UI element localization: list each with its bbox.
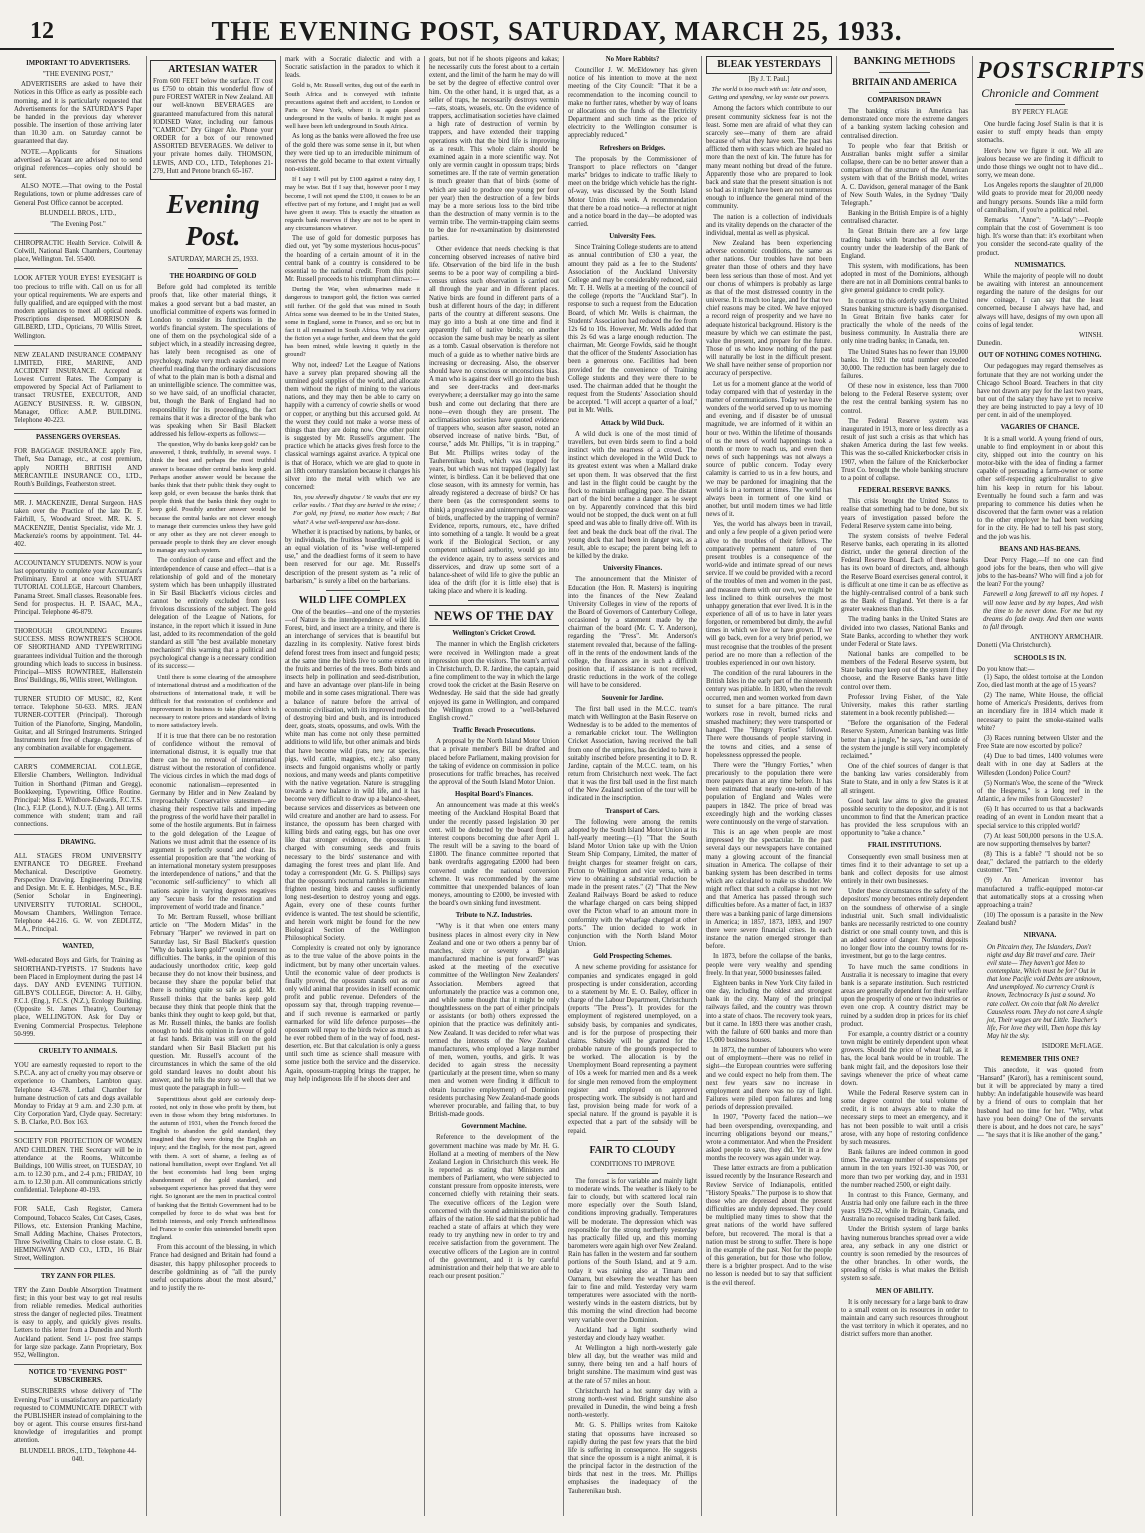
ad-signature: BLUNDELL BROS., LTD., (39, 209, 117, 217)
ad-heading: PASSENGERS OVERSEAS. (35, 434, 121, 442)
ad-heading: IMPORTANT TO ADVERTISERS. (26, 60, 130, 67)
article-paragraph: Complexity is created not only by ignorance as to the true value of the above points in the indictment, but by many other uncertain values. Until the economic value of deer products is finally proved, the opossum stands out as our only wild animal that provides in itself economic profit and public revenue. Defenders of the opossum say that, through trapping revenue—and if such revenue is earmarked or partly earmarked for wild life defence purposes—the opossum will repay to the birds twice as much as he ever robbed them of in the way of food, nest-desertion, etc. But that calculation is only a guess until such time as science shall measure with some justice both the service and the disservice. Again, opossum-trapping brings the trapper, he may help indigenous life if he shoots deer and (285, 945, 420, 1083)
postscript-item: This anecdote, it was quoted from "Hansard" (Karori), has a reminiscent sound, but it will be appreciated by many a tired hubby: An indefatigable housewife was heard by a friend of ours to complain that her husband had no time for her. "Why, what have you been doing? One of the servants there is about, and he does not care, he says" — "he says that it is like another of the gang." (977, 1066, 1103, 1139)
section-headline: NEWS OF THE DAY (429, 605, 559, 626)
article-paragraph: This system, with modifications, has been adopted in most of the Dominions, although there are not in all Dominions central banks to give general guidance to credit policy. (841, 262, 968, 295)
news-subhead: Gold Prospecting Schemes. (593, 953, 672, 961)
news-subhead: No More Rabbits? (605, 56, 660, 63)
postscript-item: (1) Sapo, the oldest tortoise at the London Zoo, died last month at the age of 15 years? (977, 673, 1103, 689)
newspaper-title: THE EVENING POST, SATURDAY, MARCH 25, 1933. (211, 16, 903, 46)
divider (188, 268, 238, 269)
ad-music-studio: TURNER STUDIO OF MUSIC, 82, Kent terrace. Telephone 50-633. MRS. JEAN TURNER-COTTER (Principal). Thorough Tuition of the Pianoforte, Singing, Mandolin, Guitar, and all Stringed Instruments. Stringed Instruments lent free of charge. Orchestras of any combination available for engagement. (14, 693, 142, 758)
column-leader-continued (283, 56, 422, 1518)
postscript-item: (7) At least 500,000 persons in the U.S.A. are now supporting themselves by barter? (977, 832, 1103, 848)
news-paragraph: Since Training College students are to attend as annual contribution of £30 a year, the amount they paid as a fee to the Students' Association of the Auckland University College and may be considerably reduced, said Mr. T. H. Wells at a meeting of the council of the college (reports the "Auckland Star"). In response to such a request from the Education Board, of which Mr. Wells is chairman, the Students' Association had reduced the fee from 12s 6d to 10s. However, Mr. Wells added that this 2s 6d was a large enough reduction. The chairman, Mr. George Fowlds, said he thought that the officer of the Students' Association has been a generous one. Facilities had been provided for the convenience of Training College students and they were there to be used. The chairman added that he thought the request from the Students' Association should be accepted. "I will accept a quarter of a loaf," put in Mr. Wells. (568, 244, 697, 415)
postscript-item: Remarks "Anne": "A-lady":—People complain that the cost of Government is too high. It's worse than that: it's exorbitant when you consider the second-rate quality of the product. (977, 216, 1103, 257)
article-paragraph: These latter extracts are from a publication issued recently by the Insurance Research and Review Service of Indianapolis, entitled "History Speaks." The purpose is to show that those who are depressed about the present difficulties are unduly depressed. They could be multiplied many times to show that the great nations of the world have suffered before, but recovered. The moral is that a nation must be strong to suffer. There is hope in the example of the past. Not for the people of this generation, but for those who follow, there is a brighter prospect. And to the wise no lesson is needed but to say that sufficient is the evil thereof. (706, 1165, 832, 1287)
article-subheadline: CONDITIONS TO IMPROVE (590, 1160, 675, 1168)
news-paragraph: The proposals by the Commissioner of Transport to place reflectors on "danger marks" bridges to indicate to traffic likely to meet on the bridge which vehicle has the right-of-way, was discussed by the South Island Motor Union this week. A recommendation that there be a road notice—a reflector at night and a notice board in the day—be adopted was carried. (568, 155, 697, 228)
article-paragraph: This is an age when people are most impressed by the spectacular. In the past several days our newspapers have contained many a glowing account of the financial situation in America. The collapse of their banking system has been described in terms which are calculated to make us shudder. We might reflect that such a collapse is not new and that America has passed through such difficulties before. As a matter of fact, in 1837 there was a banking panic of large dimensions in America; in 1857, 1873, 1893, and 1907 there were severe financial crises. In each instance the nation emerged stronger than before. (706, 829, 832, 951)
ad-spca: YOU are earnestly requested to report to the S.P.C.A. any act of cruelty you may observe or experience to Chambers, Lambton quay. Telephone 43-678. Lethal Chamber for humane destruction of cats and dogs available Monday to Friday at 9 a.m. and 2.30 p.m. at City Corporation Yard, Clyde quay. Secretary: S. B. Clarke, P.O. Box 163. (14, 1059, 142, 1132)
article-quote: Superstitious about gold are curiously deep-rooted, not only in those who profit by them, but even in those whom they bring misfortunes. In the autumn of 1931, when the French forced the English to abandon the gold standard, they imagined that they were doing the English an injury; and the English, for the most part, agreed with them. A sort of shame, a feeling as of national humiliation, swept over England. Yet all the best economists had long been urging abandonment of the gold standard, and subsequent experience has proved that they were right. So ignorant are the men in practical control of banking that the British Government had to be compelled by force to do what was best for British interests, and only French unfriendliness led France to confer this unintended benefit upon England. (150, 1095, 276, 1242)
article-paragraph: Eighteen banks in New York City failed in one day, including the oldest and strongest bank in the city. Many of the principal railways failed, and the country was thrown into a state of chaos. The recovery took years, but it came. In 1893 there was another crash, with the failure of 600 banks and more than 15,000 business houses. (706, 979, 832, 1044)
postscript-item: (6) It has occurred to us that a backwards reading of an event in London meant that a special service to this crippled world? (977, 806, 1103, 830)
postscript-heading: NUMISMATICS. (1014, 261, 1066, 269)
ad-tutorial-school: ALL STAGES FROM UNIVERSITY ENTRANCE TO DEGREE. Freehand Mechanical. Descriptive Geometry. Perspective Drawing. Engineering Drawing and Design. Mr. E. E. Henbidges, M.Sc., B.E. (Senior Scholar in Engineering). UNIVERSITY TUTORIAL SCHOOL, Mowsam Chambers, Wellington Terrace. Telephone 44-216. G. W. von ZEDLITZ, M.A., Principal. (14, 850, 142, 940)
ad-heading: TRY ZANN FOR PILES. (41, 1272, 115, 1280)
ad-text: SUBSCRIBERS whose delivery of "The Evening Post" is unsatisfactory are particularly requested to COMMUNICATE DIRECT with the PUBLISHER instead of complaining to the boy or agent. This course ensures first-hand knowledge of irregularities and prompt attention. (14, 1388, 142, 1445)
ad-heading: DRAWING. (60, 838, 96, 846)
article-paragraph: Whether it is practised by nations, by banks, or by individuals, the fruitless hoarding of gold is an equal violation of its "wise well-tempered use," and the deadliest forms of it seem to have been reserved for our age. Mr. Russell's description of the present system as "a relic of barbarism," is surely a libel on the barbarians. (285, 528, 420, 585)
article-byline: [By J. T. Paul.] (748, 76, 790, 83)
news-subhead: Government Machine. (461, 1123, 527, 1131)
article-paragraph: "Before the organisation of the Federal Reserve System, American banking was little better than a jungle," he says, "and outside of the system the jungle is still very incompletely reclaimed." (841, 720, 968, 760)
column-rule (972, 56, 973, 1516)
dateline: SATURDAY, MARCH 25, 1933. (167, 255, 259, 263)
ad-heading: WANTED, (62, 943, 94, 951)
column-subtitle: Chronicle and Comment (981, 86, 1099, 100)
ad-commercial-college: CARR'S COMMERCIAL COLLEGE, Ellerslie Chambers, Wellington. Individual Tuition in Shorthand (Pitman and Gregg), Bookkeeping, Typewriting, Office Routine. Principal: Miss E. Wildbore-Edwards, F.C.T.S. (Inc.), F.I.P. (Lond.), N.U.T. (Eng.). All terms commence with student; tram and rail connections. (14, 761, 142, 834)
masthead (0, 0, 1114, 50)
postscript-item: While the majority of people will no doubt be awaiting with interest an announcement regarding the nature of the designs for our new coinage, I can say that the least concerned, because I always have had, and always will have, designs of my own upon all coins of legal tender. (977, 272, 1103, 329)
ad-signature: "The Evening Post." (14, 218, 142, 234)
divider (1015, 104, 1065, 105)
page-number: 12 (30, 18, 54, 44)
column-banking (839, 56, 970, 1518)
article-section-heading: FEDERAL RESERVE BANKS. (858, 487, 951, 495)
news-paragraph: The manner in which the English cricketers were received in Wellington made a great impression upon the visitors. The team's arrival in Christchurch, D. R. Jardine, the captain, paid a fine compliment to the way in which the large crowd took the cricket at the Basin Reserve on Wednesday. He said that the side had greatly enjoyed its game in Wellington, and compared the Wellington crowd to a "well-behaved English crowd." (429, 641, 559, 722)
news-subhead: University Finances. (602, 565, 663, 573)
ad-dentist: MR. J. MACKENZIE, Dental Surgeon. HAS taken over the Practice of the late Dr. F. Fairhill, 5, Woodward Street. MR. K. S. MACKENZIE, Dentist Specialist, vide Mr. J. Mackenzie's rooms by appointment. Tel. 44-402. (14, 497, 142, 554)
news-subhead: Transport of Cars. (605, 807, 660, 815)
article-quote: Until there is some clearing of the atmosphere of international distrust and a modification of the obstructions of international trade, it will be difficult for that restoration of confidence and improvement in business to take place which is necessary to restore prices and standards of living to more satisfactory levels. (150, 673, 276, 730)
article-headline: WILD LIFE COMPLEX (298, 594, 407, 606)
ad-insurance: NEW ZEALAND INSURANCE COMPANY LIMITED, FIRE, MARINE, AND ACCIDENT INSURANCE. Accepted at Lowest Current Rates. The Company is empowered by Special Act of Parliament to transact TRUSTEE, EXECUTOR, AND AGENCY BUSINESS. R. W. GIBSON, Manager, Office: A.M.P. BUILDING. Telephone 40-223. (14, 349, 142, 430)
article-paragraph: One of the chief sources of danger is that the banking law varies considerably from State to State, and in only a few States is it at all stringent. (841, 763, 968, 795)
news-paragraph: The announcement that the Minister of Education (the Hon. R. Masters) is inquiring into the finances of the New Zealand University Colleges in view of the reports of the Board of Governors of Canterbury College, occasioned by a statement made by the chairman of the board (Mr. C. Y. Anderson), regarding the "Press". Mr. Anderson's statement revealed that, because of the falling-off in the rents of the endowment lands of the college, the finances are in such a difficult position that, if assistance is not received, drastic reductions in the work of the college will have to be considered. (568, 576, 697, 690)
divider (607, 1140, 659, 1141)
article-paragraph: The banking crisis in America has demonstrated once more the extreme dangers of a banking system lacking cohesion and centralised direction. (841, 108, 968, 140)
postscript-heading: REMEMBER THIS ONE? (1000, 1055, 1080, 1063)
ad-baggage: FOR BAGGAGE INSURANCE apply Fire, Theft, Sea Damage, etc., at cost premium, apply NORTH BRITISH AND MERCANTILE INSURANCE CO., LTD., Routh's Buildings, Featherston street. (14, 445, 142, 494)
article-paragraph: While the Federal Reserve system can in some degree control the total volume of credit, it is not always able to make the necessary steps to meet an emergency, and it has not been possible to wait until a crisis arose, with any hope of restoring confidence by such measures. (841, 1089, 968, 1146)
article-paragraph: In contrast to this France, Germany, and Austria had only one failure each in the three years 1929-32, while in Britain, Canada, and Australia no recognised trading bank failed. (841, 1191, 968, 1224)
column-news-continued (566, 56, 699, 1518)
article-paragraph: In Great Britain there are a few large trading banks with branches all over the country under the leadership of the Bank of England. (841, 228, 968, 260)
news-subhead: University Fees. (609, 233, 656, 241)
article-paragraph: The nation is a collection of individuals and its vitality depends on the character of the individual, mental as well as physical. (706, 213, 832, 237)
article-headline: BLEAK YESTERDAYS (706, 56, 832, 74)
ad-text: From 600 FEET below the surface. IT cost us £750 to obtain this wonderful flow of pure FOREST WATER in New Zealand. All our well-known BEVERAGES are guaranteed manufactured from this natural IODISED Water, including our famous "CAMROC" Dry Ginger Ale. Phone your ORDER for a box of our renowned ASSORTED BEVERAGES. We deliver to your private homes daily. THOMSON, LEWIS, AND CO., LTD., Telephones 21-279, Hutt and Petone branch 65-167. (153, 78, 274, 175)
article-paragraph: The forecast is for variable and mainly light to moderate winds. The weather is likely to be fair to cloudy, but with scattered local rain more especially over the South Island, conditions improving gradually. Temperatures will be moderate. The depression which was responsible for the strong northerly yesterday has practically filled up, and this morning barometers were again high over New Zealand. Rain has fallen in the western and far southern portions of the South Island, and at 9 a.m. today it was raining also at Timaru and Oamaru, but elsewhere the weather has been fair to fine and mild. Yesterday very warm temperatures were associated with the north-westerly winds in the eastern districts, but by this morning the wind direction had become very variable over the Dominion. (568, 1177, 697, 1324)
news-paragraph: A new scheme providing for assistance for companies and syndicates engaged in gold prospecting is under consideration, according to a statement by Mr. E. O. Bailey, officer in charge of the Labour Department, Christchurch (reports "The Press"). It provides for the employment of registered unemployed, on a subsidy basis, by companies and syndicates, and is for the purpose of prospecting their claims. Subsidy will be granted for the probable nature of the grounds prospected to be worked. The allocation is by the Unemployment Board representing a payment of 10s a week for married men and 8s a week for single men removed from the employment register and employed on approved prospecting work. The subsidy is not hard and fast, provision being made for work of a special nature. If the ground is payable it is expected that a part of the subsidy will be repaid. (568, 964, 697, 1135)
article-quote: Gold is, Mr. Russell writes, dug out of the earth in South Africa and is conveyed with infinite precautions against theft and accident, to London or Paris or New York, where it is again placed underground in the vaults of banks. It might just as well have been left underground in South Africa. (285, 82, 420, 131)
ad-for-sale: FOR SALE, Cash Register, Camera Compound, Tobacco Scales, Cut Cases, Cases, Pillows, etc. Extension Pranking Machine, Small Adding Machine, Chaises Protectors, Three Swivelling Chairs to close estate. C. B. HEMINGWAY AND CO., LTD., 16 Blair Street, Wellington. (14, 1203, 142, 1268)
article-paragraph: In 1907, "Poverty faced the nation—we had been overspending, overexpanding, and incurring obligations beyond our means," wrote a commentator. And when the President asked people to save, they did. Yet in a few months the recovery was again under way. (706, 1114, 832, 1163)
column-postscripts (975, 56, 1145, 1518)
news-subhead: Refreshers on Bridges. (599, 144, 666, 152)
article-paragraph: As long as the banks were allowed the free use of the gold there was some sense in it, but when they were tied up to an irreducible minimum of reserves the gold became to that extent virtually non-existent. (285, 133, 420, 174)
article-paragraph: From this account of the blessing, in which France had designed and Britain had found a disaster, this happy philosopher proceeds to describe goldmining as of "all the purely useful occupations about the most absurd," and to justify the re- (150, 1244, 276, 1293)
postscript-heading: OUT OF NOTHING COMES NOTHING. (978, 352, 1102, 360)
article-paragraph: Among the factors which contribute to our present community sickness fear is not the least. Some men are afraid of what they can scarcely see—many of them are afraid because of what they have seen. The past has afflicted them with scars which are healed no more than the next of kin. The future has for many meant nothing but dread of the future. Apparently those who are prepared to look back and state that the present situation is not so bad as it might have been are not numerous enough to influence the general mind of the community. (706, 105, 832, 211)
news-paragraph: The following were among the remits adopted by the South Island Motor Union at its half-yearly meeting:—(1) "That the South Island Motor Union take up with the Union Steam Ship Company, Limited, the matter of freight charges for steamer freight on cars, Picton to Wellington and vice versa, with a view to obtaining a substantial reduction be made in the present rates." (2) "That the New Zealand Railways Board be asked to reduce the wharfage charged on cars being shipped over the Picton wharf to an amount more in conformity with the wharfage charged at other ports." The union decided to work in conjunction with the North Island Motor Union. (568, 818, 697, 949)
postscript-item: (5) Norman's Woe, the scene of the "Wreck of the Hesperus," is a long reef in the Atlantic, a few miles from Gloucester? (977, 779, 1103, 804)
postscript-item: One hurdle facing Josef Stalin is that it is easier to stuff empty heads than empty stomachs. (977, 121, 1103, 145)
ad-shorthand-school: THOROUGH GROUNDING Ensures SUCCESS. MISS ROWNTREE'S SCHOOL OF SHORTHAND AND TYPEWRITING guarantees individual Tuition and the thorough grounding which leads to success in business. Principal—MISS ROWNTREE, Hallenstein Bros' Buildings, 86, Willis street, Wellington. (14, 625, 142, 690)
postscript-heading: BEANS AND HAS-BEANS. (999, 545, 1081, 553)
postscript-place: Donetti (Via Christchurch). (977, 642, 1052, 650)
postscript-item: (3) Races running between Ulster and the Free State are now escorted by police? (977, 734, 1103, 751)
divider (607, 1173, 659, 1174)
news-paragraph: A proposal by the North Island Motor Union that a private member's Bill be drafted and placed before Parliament, making provision for the taking of evidence on commission in police prosecutions for traffic breaches, has received the approval of the South Island Motor Union. (429, 738, 559, 786)
article-paragraph: mark with a Socratic dialectic and with a Socratic satisfaction in the paradox to which it leads. (285, 56, 420, 80)
article-paragraph: Good bank law aims to give the greatest possible security to the depositor, and it is not uncommon to find that the American practice has provided the less scrupulous with an opportunity to "take a chance." (841, 797, 968, 838)
postscript-item: Our pedagogues may regard themselves as fortunate that they are not working under the Chicago School Board. Teachers in that city have not drawn any pay for the last two years, but out of the salary they have yet to receive they are being instructed to pay a levy of 10 per cent. in aid of the unemployed. (977, 363, 1103, 420)
article-paragraph: The United States has no fewer than 19,000 banks. In 1921 the total number exceeded 30,000. The reduction has been largely due to failures. (841, 348, 968, 380)
article-paragraph: In contrast to this orderly system the United States banking structure is badly disorganised. In Great Britain five banks cater for practically the whole of the needs of the business community. In Australia there are only nine trading banks; in Canada, ten. (841, 297, 968, 346)
news-paragraph: The first ball used in the M.C.C. team's match with Wellington at the Basin Reserve on Wednesday is to be added to the mementos of a remarkable cricket tour. The Wellington Cricket Association, having received the ball from one of the umpires, has decided to have it suitably inscribed before presenting it to D. R. Jardine, captain of the M.C.C. team, on his return from Christchurch next week. The fact that it was the first ball used in the first match of the New Zealand section of the tour will be indicated in the inscription. (568, 705, 697, 803)
news-subhead: Wellington's Cricket Crowd. (452, 630, 536, 638)
postscript-item: Do you know that:— (977, 665, 1035, 673)
article-quote: The question, Why do banks keep gold? can be answered, I think, truthfully, in several ways. I think the best and perhaps the most truthful answer is because other central banks keep gold. Perhaps another answer would be because the banks think that their public think they ought to keep gold, or even because the banks think that people think that the banks think they ought to keep gold. Possibly another answer would be because the central banks are not clever enough to manage their currencies unless they have gold or any other as they are not clever enough to persuade people to think they are clever enough to manage any such system. (150, 441, 276, 555)
article-paragraph: Bank failures are indeed common in good times. The average number of suspensions per annum in the ten years 1921-30 was 700, or more than two per working day, and in 1931 the number reached 2500, or eight daily. (841, 1149, 968, 1189)
article-paragraph: New Zealand has been experiencing adverse economic conditions, the same as other nations. Our troubles have not been greater than those of others and they have been less serious than those of most. And yet our chorus of whimpers is probably as large as that of the most distressed country in the universe. It is much too large, and for that two chief reasons may be cited. We have enjoyed a record reign of prosperity and we have no adequate historical background. History is the measure by which we can estimate the past, value the present, and prepare for the future. Those of us who know nothing of the past will naturally be lost in the difficult present. We shall have neither sense of proportion nor accuracy of perspective. (706, 239, 832, 378)
article-paragraph: The Federal Reserve system was inaugurated in 1913, more or less directly as a result of just such a crisis as that which has shaken America during the last few weeks. This was the so-called Knickerbocker crisis in 1907, when the failure of the Knickerbocker Trust Co. brought the whole banking structure to a point of collapse. (841, 417, 968, 482)
article-paragraph: Yes, the world has always been in travail, and only a few people of a given period were alive to the troubles of their fellows. The comparatively permanent nature of our present troubles is a consequence of the world-wide and intimate spread of our news service. If we could be provided with a record of the troubles of men and women in the past, and measure them with our own, we might be less inclined to think ourselves the most unhappy generation that ever lived. It is in the experience of all of us to have in later years forgotten, or remembered but dimly, the awful times in which we live or have grown. If we will go back, even for a very brief period, we must recognise that the troubles of the present period are no more than a reflection of the troubles experienced in our own history. (706, 521, 832, 667)
article-paragraph: In 1873, the number of labourers who were out of employment—there was no relief in sight—the European countries were suffering and we could expect no help from them. The next few years saw no increase in employment and there was no ray of light. Failures were piled upon failures and long periods of depression prevailed. (706, 1047, 832, 1112)
article-paragraph: The system consists of twelve Federal Reserve banks, each operating in its allotted district, under the general direction of the Federal Reserve Board. Each of these banks has its own board of directors, and, although the Reserve Board exercises general control, it is difficult at one time it can be as effective as the highly-centralised control of a bank such as the Bank of England. Yet there is a far greater weakness than this. (841, 532, 968, 614)
column-bleak-yesterdays (704, 56, 834, 1518)
news-paragraph: An announcement was made at this week's meeting of the Auckland Hospital Board that under the recently passed legislation 30 per cent. will be deducted by the board from all interest coupons becoming due after April 1. The result will be a saving to the board of £1800. The finance committee reported that bank overdrafts aggregating £2000 had been converted under the national conversion scheme. It was recommended by the same committee that unexpended balances of loan moneys, amounting to £2000, be invested with the board's own sinking fund investment. (429, 802, 559, 908)
ad-gilbys-college: Well-educated Boys and Girls, for Training as SHORTHAND-TYPISTS. 17 Students have been Placed in Employment during the past 14 days. DAY AND EVENING TUITION. GILBY'S COLLEGE, Director: A. H. Gilby, F.C.I. (Eng.), F.C.S. (N.Z.), Ecology Building. (Opposite St. James Theatre), Courtenay place, WELLINGTON. Ask for Day or Evening Commercial Prospectus. Telephone 50-999. (14, 954, 142, 1044)
article-paragraph: Before gold had completed its terrible proofs that, like other material things, it makes a good servant but a bad master, an unofficial committee of experts was formed in London to consider its functions in the world's financial system. The speculations of one of them on the psychological side of a subject which, in a steadily increasing degree, has lately been recognised as one of psychology, make very much easier and more cheerful reading than the ordinary discussions of what to the plain man is both a dismal and an unintelligible science. The committee was, so we have said, of an unofficial character, but, though the Bank of England had no responsibility for its proceedings, the fact remains that it was a director of the bank who was speaking when Sir Basil Blackett addressed his fellow-experts as follows:— (150, 284, 276, 438)
ad-text: ADVERTISERS are asked to have their Notices in this Office as early as possible each morning, and it is particularly requested that Advertisements for the SATURDAY'S Paper be handed in the previous day wherever possible. The insertion of those arriving later than 10.30 a.m. on Saturday cannot be guaranteed that day. (14, 81, 142, 146)
postscript-item: (10) The opossum is a parasite in the New Zealand bush? (977, 912, 1103, 928)
ad-zann: TRY the Zann Double Absorption Treatment first; in this your best way to get real results from reliable remedies. Medical authorities stress the danger of neglected piles. Treatment is easy to apply, and quickly gives results. Letters to this letter from a Dunedin and North Auckland patient. Send 1/- post free stamps for large size package. Zann Proprietary, Box 952, Wellington. (14, 1284, 142, 1365)
postscript-item: (2) The name, White House, the official home of America's Presidents, derives from an incendiary fire in 1814 which made it necessary to paint the smoke-stained walls white? (977, 692, 1103, 732)
article-section-heading: FRAIL INSTITUTIONS. (867, 842, 942, 850)
article-quote: During the War, when submarines made it dangerous to transport gold, the fiction was carried still further. Of the gold that was mined in South Africa some was deemed to be in the United States, some in England, some in France, and so on; but in fact it all remained in South Africa. Why not carry the fiction yet a stage further, and deem that the gold has been mined, while leaving it quietly in the ground? (285, 286, 420, 359)
article-paragraph: It is only necessary for a large bank to draw to a small extent on its resources in order to maintain and carry such resources throughout the vast territory in which it operates, and no district suffers more than another. (841, 1298, 968, 1339)
ad-title: ARTESIAN WATER (168, 64, 258, 75)
postscript-heading: NIRVANA. (1023, 932, 1057, 940)
article-paragraph: The condition of the rural labourers in the British Isles in the early part of the nineteenth century was pitiable. In 1830, when the revolt occurred, men and women worked from dawn to sunset for a bare pittance. The rural workers rose in revolt, burned ricks and smashed machinery; they were transported or hanged. The "Hungry Forties" followed. There were thousands of people starving in the towns and cities, and a sense of hopelessness oppressed the people. (706, 670, 832, 759)
divider (468, 600, 520, 601)
news-paragraph: A wild duck is one of the most timid of travellers, but even birds seem to find a bold instinct with the nearness of a crowd. The instinct which developed in the Wild Duck to its greatest extent was when a Mallard drake set upon them. It was observed that the first and last in the flight could be caught by the flock to maintain unflagging pace. The distant part of the bird became a danger as he swept on by. Apparently convinced that this bird would not be stopped, the duck went on at full speed and was able to finally drive off. With its feet and beak the duck beat off the rival. The young duck that had been in danger was, as a result, able to escape; the parent being left to be killed by the drake. (568, 430, 697, 561)
newspaper-nameplate: Evening Post. (166, 188, 260, 251)
article-paragraph: For example, a country district or a country town might be entirely dependent upon wheat growers. Should the price of wheat fall, as it has, the local bank would be in trouble. The bank might fail, and the depositors lose their savings whenever the price of wheat came down. (841, 1030, 968, 1087)
postscript-place: Dunedin. (977, 340, 1003, 348)
article-paragraph: There were the "Hungry Forties," when precariously to the population there were more paupers than at any time before. It has been estimated that nearly one-tenth of the population of England and Wales were paupers in 1842. The price of bread was exceedingly high and the working classes were continuously on the verge of starvation. (706, 761, 832, 826)
ad-society: SOCIETY FOR PROTECTION OF WOMEN AND CHILDREN. THE Secretary will be in attendance at the Rooms, Whitcombe Buildings, 100 Willis street, on TUESDAY, 10 a.m. to 12.30 p.m., and 2-4 p.m.; FRIDAY, 10 a.m. to 12.30 p.m. All communications strictly confidential. Telephone 40-193. (14, 1135, 142, 1200)
article-paragraph: Other evidence that needs checking is that concerning observed increases of native bird life. Observation of the bird life in the bush seems to be a poor way of compiling a bird-census unless such observation is carried out all through the year and in different places. Native birds are found in different parts of a bush at different hours of the day; in different parts of the country at different seasons. One may go into a bush at one time and find it apparently full of native birds; on another occasion the same bush may be nearly as silent as a tomb. Casual observation is therefore not much of a guide as to whether native birds are increasing or decreasing. Also, the observer should have no conscious or unconscious bias. A man who is against deer will go into the bush and see deer-tracks and deer-marks everywhere; a deerstalker may go into the same bush and come out declaring that there are none—even though they are present. The acclimatisation societies have quoted evidence of trappers who, season after season, noted an observed increase of native birds. "But, of course," adds Mr. Phillips, "it is in trapping." But Mr. Phillips writes today of the Tauherenikau bush, which was trapped for years, but which was not trapped (legally) last winter, is birdless. Can it be believed that one close season, with its amnesty for vermin, has already registered a decrease of birds? Or has there been (as the correspondent seems to think) a progressive and uninterrupted decrease of birds, unaffected by the trapping of vermin? Evidence, reports, rumours, etc., have drifted into something of a tangle. It would be a great work if the Biological Section, or any competent unbiased authority, would go into the evidence again, try to assess services and disservices, and draw up some sort of a balance-sheet of wild life to give the public an idea of the drift (for it is little else) that is taking place and where it is leading. (429, 245, 559, 596)
ad-chiropractic: CHIROPRACTIC Health Service. Colwill & Colwill, National Bank Chambers, Courtenay place, Wellington. Tel. 55400. (14, 237, 142, 269)
postscript-poem: On Pitcairn they, The Islanders, Don't night and day Bit travel and care. Their evil state— They haven't got Men to contemplate, Which must be for? Out in that lone Pacific void Debts are unknown, And unemployed. No currency Crank is known, Technocracy Is just a sound. No rate collect. On coin that folk No derelict Causeless roam. They do not care A single jot, Their wages are but Little. Teacher's life, For love they will, Then hope this lay May hit the sky. (987, 943, 1103, 1041)
article-paragraph: At Wellington a high north-westerly gale blew all day, but the weather was mild and sunny, there being ten and a half hours of bright sunshine. The maximum wind gust was at the rate of 57 miles an hour. (568, 1344, 697, 1385)
column-rule (701, 56, 702, 1516)
postscript-signature: ISIDORE McFLAGE. (1041, 1043, 1103, 1051)
article-paragraph: Under these circumstances the safety of the depositors' money becomes entirely dependent on the soundness of otherwise of a single industrial unit. Such small individualistic banks are necessarily restricted to one country district or one small county town, and this is an added source of danger. Normal deposits no longer flow into the country towns for re-investment, but go to the large centres. (841, 888, 968, 961)
article-paragraph: Under the British system of large banks having numerous branches spread over a wide area, any setback in any one district or country is soon remedied by the resources of the other branches. In other words, the spreading of risks is what makes the British system so safe. (841, 1226, 968, 1283)
postscript-item: It is a small world. A young friend of ours, unable to find employment in or about this city, shipped out into the country on his motor-bike with the idea of finding a farmer capable of persuading a farm-owner or some other self-respecting agriculturalist to give him his keep in return for his labour. Eventually he found such a farm and was preparing to commence his duties when he discovered that the farm owner was a relation to the other employer he had been working for in the city. He had to tell his past story, and the job was his. (977, 435, 1103, 541)
postscript-verse: Farewell a long farewell to all my hopes. I will now leave and by my hopes, And wish the time to be never done. For me but my dreams do fade away. And then one wants to fall through. (983, 591, 1103, 632)
article-paragraph: Let us for a moment glance at the world of today compared with that of yesterday in the matter of communications. Today we have the wonders of the world served up to us morning and evening, and if disaster be of unusual magnitude, we are informed of it within an hour or two. Within the lifetime of thousands of us the news of world happenings took a month or more to reach us, and even then news of such happenings was not always a source of public concern. Today every calamity is carried to us in a few hours, and we may be pardoned for imagining that the world is in a torment at times. The world has always been in torment of one kind or another, but until modern times we had little news of it. (706, 380, 832, 519)
postscript-signature: WINSH. (1079, 331, 1103, 339)
postscript-item: (9) An American inventor has manufactured a traffic-equipped motor-car that automatically stops at a crossing when approaching a train? (977, 877, 1103, 909)
ad-text: NOTE.—Applicants for Situations advertised as Vacant are advised not to send original references—copies only should be sent. (14, 148, 142, 181)
article-paragraph: The trading banks in the United States are divided into two classes, National Banks and State Banks, according to whether they work under Federal or State laws. (841, 616, 968, 648)
article-paragraph: In 1873, before the collapse of the banks, people were very wealthy and spending freely. In that year, 5000 businesses failed. (706, 953, 832, 977)
column-rule (424, 56, 425, 1516)
ad-signature: BLUNDELL BROS., LTD., Telephone 44-040. (19, 1447, 137, 1463)
column-byline: BY PERCY FLAGE (1011, 109, 1069, 116)
column-leader (148, 56, 278, 1518)
article-headline: BANKING METHODS (853, 56, 956, 67)
news-paragraph: "Why is it that when one enters many business places in almost every city in New Zealand and one or two others a penny bar of matches, sixty or seventy a Belgian manufactured machine is put forward?" was asked at the meeting of the executive committee of the Wellington New Zealanders' Association. Members agreed that unfortunately the practice was a common one, and while some thought that it might be only thoughtlessness on the part of either principals or assistants (or both) others expressed the opinion that the practice was definitely anti-New Zealand. It was decided to refer what was termed the interests of the New Zealand manufacturers, who employed a large number of men, women, youths, and girls. It was decided to again stress the necessity (particularly at the present time, when so many men and women were finding it difficult to obtain lucrative employment) of Dominion residents purchasing New Zealand-made goods wherever procurable, and failing that, to buy British-made goods. (429, 923, 559, 1119)
column-title: POSTSCRIPTS (977, 58, 1145, 84)
postscript-heading: VAGARIES OF CHANCE. (1000, 424, 1080, 432)
column-classifieds (12, 56, 144, 1518)
article-paragraph: Christchurch had a hot sunny day with a strong north-west wind. Bright sunshine also prevailed in Dunedin, the wind being a fresh north-westerly. (568, 1387, 697, 1420)
ad-text: ALSO NOTE.—That owing to the Postal Regulations, town or plume addresses care of General Post Office cannot be accepted. (14, 183, 142, 207)
news-paragraph: Councillor J. W. McEldowney has given notice of his intention to move at the next meeting of the City Council: "That it be a recommendation to the incoming council to make no further rates, whether by way of loans or allocations on the funds of the Electricity Department and such time as the price of electricity to the Wellington consumer is appreciably reduced." (568, 67, 697, 140)
news-subhead: Tribute to N.Z. Industries. (455, 912, 533, 920)
article-section-heading: MEN OF ABILITY. (875, 1287, 934, 1295)
article-paragraph: Banking in the British Empire is of a highly centralised character. (841, 210, 968, 226)
article-headline: FAIR TO CLOUDY (589, 1144, 676, 1156)
news-subhead: Hospital Board's Finances. (455, 791, 533, 799)
article-paragraph: Consequently even small business men at times find it to their advantage to set up a bank and collect deposits for use almost entirely in their own businesses. (841, 853, 968, 886)
news-subhead: Traffic Breach Prosecutions. (452, 727, 536, 735)
divider (879, 92, 930, 93)
ad-artesian-water (150, 60, 276, 180)
article-verse: Yes, you shrewdly disguise / Ye vaults that are my cellar vaults. / That they are buried in the mine; / For gold, my friend, no matter how much; / But what? A wise well-tempered use has-done. (293, 494, 420, 526)
article-epigraph: The world is too much with us: late and soon, Getting and spending, we lay waste our powers. (708, 86, 830, 102)
column-rule (563, 56, 564, 1516)
ad-optician: LOOK AFTER YOUR EYES! EYESIGHT is too precious to trifle with. Call on us for all your optical requirements. We are experts and fully qualified, and are equipped with the most modern appliances to meet all optical needs. Prescriptions dispensed. MORRISON & GILBERD, LTD., Opticians, 70 Willis Street, Wellington. (14, 272, 142, 345)
news-paragraph: Reference to the development of the government machine was made by Mr. H. G. Holland at a meeting of members of the New Zealand Legion in Christchurch this week. He is reported as stating that Ministers and members of Parliament, who were subjected to constant pressure from opposite interests, were concerned chiefly with retaining their seats. The executive officers of the Legion were concerned with the sound administration of the affairs of the nation. He said that the public had reached a state of affairs at which they were ready to try anything new in order to try and receive satisfaction from the government. The executive officers of the Legion are in control of the government, and it is by careful administration and their help that we are able to reach our present position." (429, 1134, 559, 1281)
article-paragraph: Why not, indeed? Let the League of Nations have a survey plan prepared showing all the unmined gold supplies of the world, and allocate them without the right of mining to the various nations, and they may then be able to carry on happily with a currency of cowrie shells or wood or copper, or anything but this accursed gold. At the worst they could not make a worse mess of things than they are doing now. One other point is suggested by Mr. Russell's argument. The practice which he attacks gives fresh force to the classical warnings against avarice. A typical one is that of Horace, which we are glad to quote in an 18th century translation because it changes his silver into the metal with which we are concerned: (285, 361, 420, 491)
article-paragraph: To people who fear that British or Australian banks might suffer a similar collapse, there can be no better answer than a comparison of the structure of the American system with that of the British model, writes A. C. Davidson, general manager of the Bank of New South Wales, in the Sydney "Daily Telegraph." (841, 142, 968, 207)
article-paragraph: Auckland had a light southerly wind yesterday and cloudy hazy weather. (568, 1326, 697, 1342)
postscript-item: (4) Due to bad times, 1400 volumes were dealt with in one day at Sadlers at the Willesden (London) Police Court? (977, 753, 1103, 777)
article-paragraph: National banks are compelled to be members of the Federal Reserve system, but State banks may keep out of the system if they choose, and the Reserve Banks have little control over them. (841, 651, 968, 691)
column-news (427, 56, 561, 1518)
article-subheadline: COMPARISON DRAWN (867, 97, 942, 104)
postscript-item: Here's how we figure it out. We all are jealous because we are finding it difficult to undo those things we ought not to have did... sorry, we mean done. (977, 147, 1103, 180)
article-paragraph: goats, but not if he shoots pigeons and kakas; he necessarily cuts the forest about to a certain extent, and the limit of the harm he may do will be set by the degree of effective control over him. On the other hand, it is urged that, as a seller of traps, he necessarily destroys vermin—rats, stoats, weasels, etc. On the evidence of trappers, acclimatisation societies have claimed a high rate of destruction of vermin by trappers, and have extended their trapping operations with that the bird life is improving as a result. This whole claim should be examined again in a more scientific way. Not only are vermin caught in opossum traps; birds sometimes are. If the rate of vermin generation is much greater than that of birds (some of which are said to produce one young per four per year) then the destruction of a few birds may be a more serious loss to the bird tribe than the destruction of many vermin is to the vermin tribe. The vermin-trapping claim seems to be due for re-examination by disinterested parties. (429, 56, 559, 243)
article-headline: THE HOARDING OF GOLD (169, 273, 257, 281)
postscript-item: (8) This is a fable? "I should not be so dear," declared the patriarch to the elderly customer. "Ten." (977, 850, 1103, 875)
article-paragraph: Professor Irving Fisher, of the Yale University, makes this rather startling statement in a book recently published:— (841, 693, 968, 718)
ad-subheading: "THE EVENING POST," (42, 71, 114, 79)
postscript-item: Los Angeles reports the slaughter of 20,000 wild goats to provide meat for 20,000 needy and hungry persons. Sounds like a mild form of cannibalism, if you're a political rebel. (977, 182, 1103, 214)
divider (326, 590, 380, 591)
article-paragraph: This crisis brought the United States to realise that something had to be done, but six years of investigation passed before the Federal Reserve system came into being. (841, 498, 968, 530)
article-paragraph: To Mr. Bertram Russell, whose brilliant article on "The Modern Midas" in the February "Harper" we reviewed in part on Saturday last, Sir Basil Blackett's question "Why do banks keep gold?" would present no difficulties. The banks, in the opinion of this audaciously unorthodox critic, keep gold because they do not know their business, and because they share the popular belief that there is nothing quite so safe as gold. Mr. Russell thinks that the banks keep gold because they think that people think that the banks think they ought to keep gold, but that, as Mr. Russell thinks, the banks are foolish enough to hold this opinion in favour of gold at fast hands. Britain was still on the gold standard when Sir Basil Blackett put his question. Mr. Russell's account of the circumstances in which the same of the old gold standard leaves no doubt about his answer, and he tells the story so well that we must quote the paragraph in full:— (150, 914, 276, 1093)
postscript-signature: ANTHONY ARMCHAIR. (1029, 634, 1103, 642)
article-paragraph: If it is true that there can be no restoration of confidence without the removal of international distrust, it is equally true that there can be no removal of international distrust without the restoration of confidence. The vicious circles in which the mad dogs of economic nationalism—represented in Germany by Hitler and in New Zealand by irreproachably Conservative statesmen—are chasing their respective tails and impeding the progress of the world have their parallel in some of the hostile arguments. But in fairness to the gold delegation of the League of Nations we must admit that the essence of its argument is perfectly sound and clear. Its essential proposition are that "the working of an international monetary system presupposes the interdependence of nations," and that the "economic self-sufficiency" to which all nations aspire in varying degrees negatives any "secure basis for the restoration and improvement of world trade and finance." (150, 732, 276, 911)
news-subhead: Attack by Wild Duck. (600, 419, 665, 427)
article-paragraph: The confusion of cause and effect and the interdependence of cause and effect—that is a relationship of gold and of the monetary system which has been unhappily illustrated in Sir Basil Blackett's vicious circles and cannot be entirely excluded from less frivolous discussions of the subject. The gold delegation of the League of Nations, for instance, in the report which it issued in June last, added to its recommendation of the gold standard as still "the best available monetary mechanism" this warning that a political and psychological change is a necessary condition of its success:— (150, 557, 276, 671)
article-paragraph: The use of gold for domestic purposes has died out, yet "by some mysterious hocus-pocus" the hoarding of a certain amount of it in the central bank of a country is considered to be essential to the national credit. From this point Mr. Russell proceeds to his triumphant climax:— (285, 235, 420, 284)
divider (879, 72, 930, 73)
article-quote: If I say I will put by £100 against a rainy day, I may be wise. But if I say that, however poor I may become, I will not spend the £100, it ceases to be an effective part of my fortune, and I might just as well have given it away. This is exactly the situation as regards bank reserves if they are not to be spent in any circumstances whatever. (285, 176, 420, 233)
postscript-item: Dear Percy Flage,—If no one can find good jobs for the beans, then who will give jobs to the has-beans? Who will find a job for the lean? For the young? (977, 556, 1103, 589)
postscript-heading: SCHOOLS IS IN. (1014, 654, 1066, 662)
ad-heading: CRUELTY TO ANIMALS. (38, 1047, 118, 1055)
article-paragraph: One of the beauties—and one of the mysteries—of Nature is the interdependence of wild life. Forest, bird, and insect are a trinity, and there is an interchange of services that is beautiful but dazzling in its complexity. Native forest birds defend forest trees from insect and fungoid pests; at the same time the birds live to some extent on the fruits and berries of the trees. Both birds and insects help in pollination and seed-distribution, and have an advantage over plant-life in being mobile and in some cases migrational. There was a balance of nature before the arrival of economic civilisation, with its improved methods of destroying bird and bush, and its introduced deer, goats, stoats, opossums, and owls. With the white man has come not only these permitted additions to wild life, but other animals and birds that have become wild (rats, new rat species, pigs, wild cattle, magpies, etc.); also many insects and fungoid organisms wholly or partly noxious, and many weeds and plants competitive with the native vegetation. Nature is struggling towards a new balance in wild life, and it has become very difficult to draw up a balance-sheet, because services and disservices as between one wild creature and another are hard to assess. For instance, the opossum has been charged with killing birds and eating eggs, but has one over like that stronger evidence, the opossum is charged with consuming seeds and fruits necessary to the birds' sustenance and with damaging the forest trees and plant life. And today a correspondent (Mr. G. S. Phillips) says that the opossum's nocturnal rambles in summer frighten nesting birds and causes sufficiently long nest-desertion to destroy young and eggs. Again, every one of these counts further evidence is wanted. The test should be scientific, and herein work might be found for the new Biological Section of the Wellington Philosophical Society. (285, 608, 420, 943)
column-rule (146, 56, 147, 1516)
ad-accountancy: ACCOUNTANCY STUDENTS. NOW is your last opportunity to complete your Accountant's Preliminary. Enrol at once with STUART TUTORIAL COLLEGE, Harcourt Chambers, Panama Street. Small classes. Reasonable fees. Send for prospectus. H. P. ISAAC, M.A., Principal. Telephone 46-879. (14, 557, 142, 622)
article-paragraph: Mr. G. S. Phillips writes from Kaitoke stating that opossums have increased so rapidly during the past few years that the bird life is suffering in consequence. He suggests that since the opossum is a night animal, it is the principal factor in the destruction of the birds that nest in the trees. Mr. Phillips emphasises the inadequacy of the Tauherenikau bush. (568, 1422, 697, 1495)
article-paragraph: Of these now in existence, less than 7000 belong to the Federal Reserve system; over the rest the central banking system has no control. (841, 383, 968, 415)
news-subhead: Souvenir for Jardine. (601, 694, 664, 702)
article-paragraph: To have much the same conditions in Australia it is necessary to imagine that every bank is a separate institution. Such restricted areas are generally dependent for their welfare upon the prosperity of one or two industries or even one crop. A country district may be ruined by a sudden drop in prices for its chief product. (841, 963, 968, 1028)
article-subheadline: BRITAIN AND AMERICA (852, 77, 957, 87)
column-rule (836, 56, 837, 1516)
column-rule (280, 56, 281, 1516)
ad-heading: NOTICE TO "EVENING POST" SUBSCRIBERS. (28, 1369, 128, 1385)
